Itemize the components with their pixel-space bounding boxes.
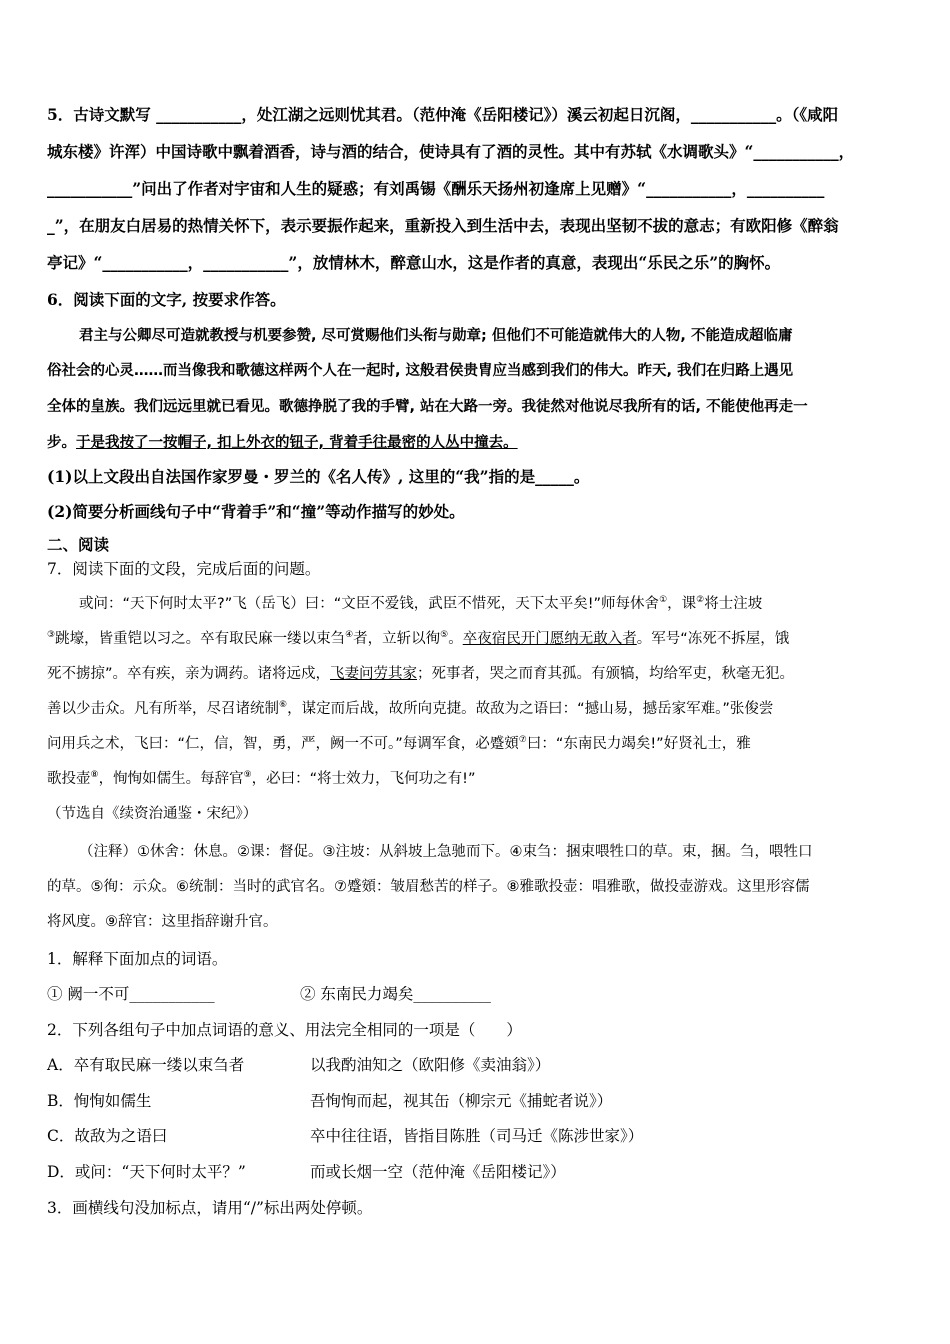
q7-article-line-5-a: 问用兵之术，飞曰：“仁，信，智，勇，严，阙一不可。”每调军食，必蹙頞 bbox=[47, 736, 519, 752]
q7-underlined-phrase: 飞妻问劳其家 bbox=[330, 666, 418, 682]
q6-passage-line-2: 俗社会的心灵……而当像我和歌德这样两个人在一起时, 这般君侯贵胄应当感到我们的伟大。昨天, 我们在归路上遇见 bbox=[47, 363, 794, 379]
q5-line-2: 城东楼》许浑）中国诗歌中飘着酒香，诗与酒的结合，使诗具有了酒的灵性。其中有苏轼《水调歌头》“___________， bbox=[47, 142, 855, 161]
q7-article-line-4-b: ，谋定而后战，故所向克捷。故敌为之语曰：“撼山易，撼岳家军难。”张俊尝 bbox=[287, 701, 774, 717]
q7-notes-line-1: （注释）①休舍：休息。②课：督促。③注坡：从斜坡上急驰而下。④束刍：捆束喂牲口的草。束，捆。刍，喂牲口 bbox=[79, 844, 813, 860]
q7-article-line-3 bbox=[47, 662, 794, 683]
q6-subquestion-2: (2)简要分析画线句子中“背着手”和“撞”等动作描写的妙处。 bbox=[47, 502, 465, 521]
option-d-right: 而或长烟一空（范仲淹《岳阳楼记》） bbox=[310, 1163, 566, 1181]
note-marker-6: ⑥ bbox=[279, 700, 288, 711]
q6-passage-line-4-start: 步。 bbox=[47, 435, 76, 451]
q5-line-1: 5．古诗文默写 ___________，处江湖之远则忧其君。（范仲淹《岳阳楼记》）溪云初起日沉阁，___________。（《咸阳 bbox=[47, 105, 839, 124]
q7-subquestion-1-item-b: ② 东南民力竭矣__________ bbox=[300, 985, 491, 1003]
q7-article-line-2-b: 者，立斩以徇 bbox=[353, 631, 441, 647]
q7-article-line-5 bbox=[47, 732, 751, 753]
q5-line-3: ___________”问出了作者对宇宙和人生的疑惑；有刘禹锡《酬乐天扬州初逢席上见赠》“___________，__________ bbox=[47, 179, 825, 198]
option-a-left: A．卒有取民麻一缕以束刍者 bbox=[47, 1056, 245, 1074]
note-marker-4: ④ bbox=[345, 630, 354, 641]
q7-subquestion-2: 2．下列各组句子中加点词语的意义、用法完全相同的一项是（ ） bbox=[47, 1021, 522, 1039]
section-2-heading: 二、阅读 bbox=[47, 535, 110, 554]
q7-subquestion-3: 3．画横线句没加标点，请用“/”标出两处停顿。 bbox=[47, 1199, 373, 1217]
q7-article-line-6-b: ，恂恂如儒生。每辞官 bbox=[98, 771, 244, 787]
q7-article-line-3-b: ；死事者，哭之而育其孤。有颁犒，均给军吏，秋毫无犯。 bbox=[417, 666, 795, 682]
option-c-left: C．故敌为之语曰 bbox=[47, 1127, 168, 1145]
note-marker-7: ⑦ bbox=[518, 735, 527, 746]
q7-article-line-4 bbox=[47, 697, 773, 718]
q7-article-line-6 bbox=[47, 767, 476, 788]
q7-article-line-6-c: ，必曰：“将士效力，飞何功之有!” bbox=[251, 771, 476, 787]
q7-article-line-3-a: 死不掳掠”。卒有疾，亲为调药。诸将远戍， bbox=[47, 666, 331, 682]
note-marker-5: ⑤ bbox=[440, 630, 449, 641]
note-marker-2: ② bbox=[696, 595, 705, 606]
q7-notes-line-3: 将风度。⑨辞官：这里指辞谢升官。 bbox=[47, 914, 278, 930]
option-b-left: B．恂恂如儒生 bbox=[47, 1092, 152, 1110]
q6-passage-line-3: 全体的皇族。我们远远里就已看见。歌德挣脱了我的手臂, 站在大路一旁。我徒然对他说尽我所有的话, 不能使他再走一 bbox=[47, 399, 808, 415]
option-a-right: 以我酌油知之（欧阳修《卖油翁》） bbox=[310, 1056, 551, 1074]
q7-article-line-1-a: 或问：“天下何时太平?”飞（岳飞）曰：“文臣不爱钱，武臣不惜死，天下太平矣!”师每休舍 bbox=[79, 596, 660, 612]
q7-article-line-1 bbox=[79, 592, 762, 613]
option-b-right: 吾恂恂而起，视其缶（柳宗元《捕蛇者说》） bbox=[310, 1092, 613, 1110]
option-d-left: D．或问：“天下何时太平？” bbox=[47, 1163, 246, 1181]
note-marker-3: ③ bbox=[47, 630, 56, 641]
q7-article-line-5-b: 曰：“东南民力竭矣!”好贤礼士，雅 bbox=[526, 736, 751, 752]
q6-passage-line-4 bbox=[47, 431, 518, 452]
q7-subquestion-1: 1．解释下面加点的词语。 bbox=[47, 950, 228, 968]
q6-subquestion-1: (1)以上文段出自法国作家罗曼・罗兰的《名人传》, 这里的“我”指的是_____。 bbox=[47, 467, 590, 486]
q7-article-line-1-b: ，课 bbox=[667, 596, 697, 612]
q5-line-5: 亭记》“___________，___________”，放情林木，醉意山水，这是作者的真意，表现出“乐民之乐”的胸怀。 bbox=[47, 253, 781, 272]
note-marker-8: ⑧ bbox=[90, 770, 99, 781]
note-marker-1: ① bbox=[659, 595, 668, 606]
q7-article-line-4-a: 善以少击众。凡有所举，尽召诸统制 bbox=[47, 701, 279, 717]
q7-notes-line-2: 的草。⑤徇：示众。⑥统制：当时的武官名。⑦蹙頞：皱眉愁苦的样子。⑧雅歌投壶：唱雅歌，做投壶游戏。这里形容儒 bbox=[47, 879, 810, 895]
q7-article-line-2-a: 跳壕，皆重铠以习之。卒有取民麻一缕以束刍 bbox=[55, 631, 346, 647]
q7-article-line-2 bbox=[47, 627, 789, 648]
q6-passage-line-1: 君主与公卿尽可造就教授与机要参赞, 尽可赏赐他们头衔与勋章; 但他们不可能造就伟大的人物, 不能造成超临庸 bbox=[79, 328, 793, 344]
q6-underlined-sentence: 于是我按了一按帽子, 扣上外衣的钮子, 背着手往最密的人丛中撞去。 bbox=[76, 435, 518, 451]
q7-article-line-2-c: 。 bbox=[448, 631, 463, 647]
q7-title: 7．阅读下面的文段，完成后面的问题。 bbox=[47, 560, 321, 578]
q7-article-line-1-c: 将士注坡 bbox=[704, 596, 763, 612]
q7-subquestion-1-item-a: ① 阙一不可___________ bbox=[47, 985, 215, 1003]
q7-source: （节选自《续资治通鉴・宋纪》） bbox=[47, 806, 258, 822]
option-c-right: 卒中往往语，皆指目陈胜（司马迁《陈涉世家》） bbox=[310, 1127, 644, 1145]
q6-title: 6．阅读下面的文字, 按要求作答。 bbox=[47, 290, 286, 309]
q7-article-line-6-a: 歌投壶 bbox=[47, 771, 91, 787]
q7-article-line-2-d: 。军号“冻死不拆屋，饿 bbox=[636, 631, 790, 647]
q7-underlined-sentence: 卒夜宿民开门愿纳无敢入者 bbox=[462, 631, 637, 647]
q5-line-4: _”，在朋友白居易的热情关怀下，表示要振作起来，重新投入到生活中去，表现出坚韧不拔的意志；有欧阳修《醉翁 bbox=[47, 216, 839, 235]
note-marker-9: ⑨ bbox=[243, 770, 252, 781]
